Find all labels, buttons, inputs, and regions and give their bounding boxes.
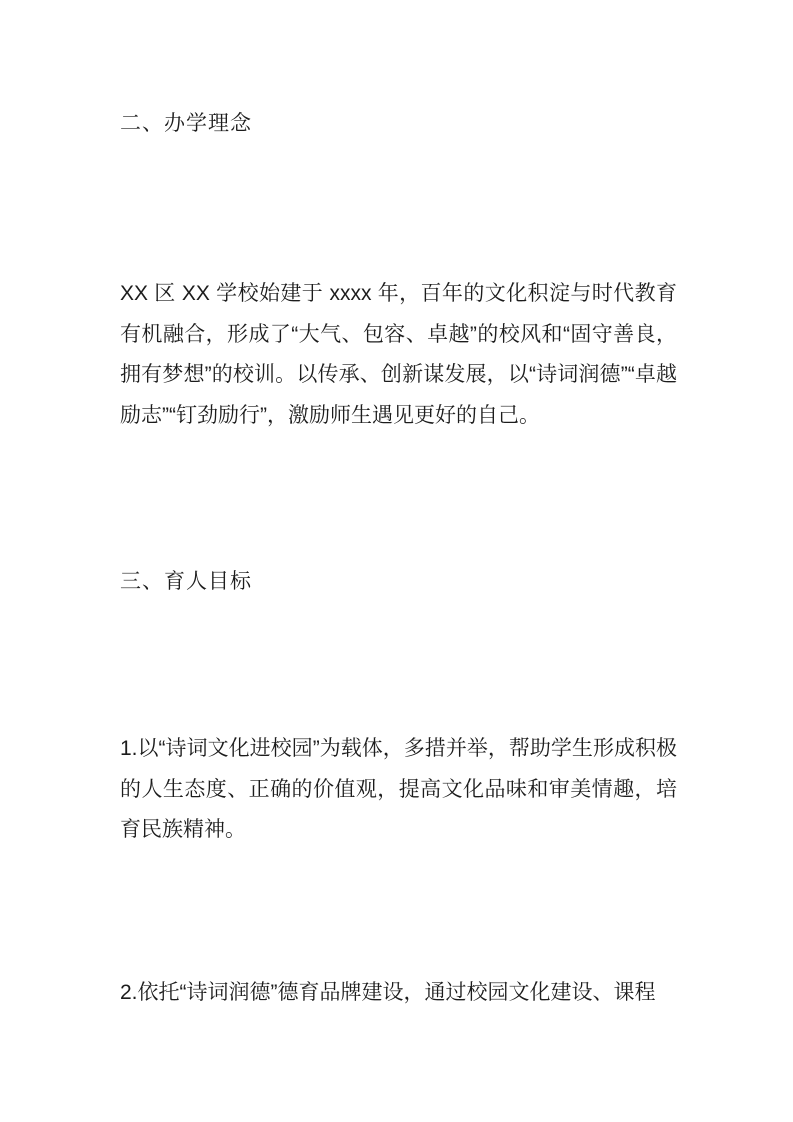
paragraph-goal-2: 2.依托“诗词润德”德育品牌建设，通过校园文化建设、课程 [120,981,656,1004]
paragraph-school-history: XX 区 XX 学校始建于 xxxx 年，百年的文化积淀与时代教育有机融合，形成了“大气、包容、卓越”的校风和“固守善良，拥有梦想”的校训。以传承、创新谋发展，以“诗词润德”“卓越励志”“钉劲励行”，激励师生遇见更好的自己。 [120,282,677,427]
paragraph-goal-1: 1.以“诗词文化进校园”为载体，多措并举，帮助学生形成积极的人生态度、正确的价值观，提高文化品味和审美情趣，培育民族精神。 [120,737,677,842]
section-heading-banxue-linian: 二、办学理念 [120,112,252,135]
section-heading-yuren-mubiao: 三、育人目标 [120,570,252,593]
